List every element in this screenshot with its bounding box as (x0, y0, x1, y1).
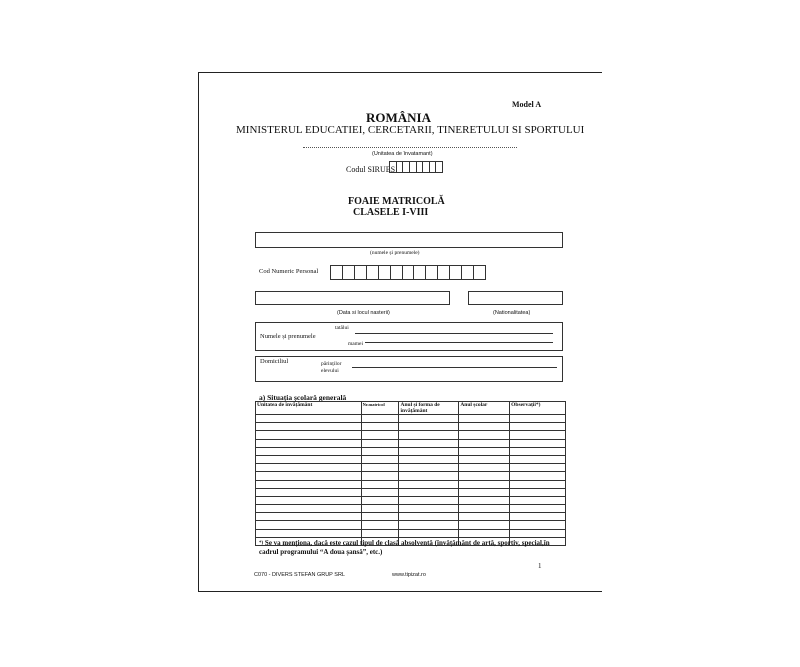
table-row (256, 439, 566, 447)
cnp-digit-box[interactable] (474, 266, 485, 279)
table-cell[interactable] (361, 431, 399, 439)
table-row (256, 505, 566, 513)
unit-caption: (Unitatea de învatamant) (372, 151, 433, 157)
table-cell[interactable] (256, 496, 362, 504)
table-cell[interactable] (459, 472, 510, 480)
table-row (256, 513, 566, 521)
table-cell[interactable] (361, 423, 399, 431)
table-row (256, 472, 566, 480)
table-cell[interactable] (361, 521, 399, 529)
table-cell[interactable] (399, 480, 459, 488)
table-cell[interactable] (459, 480, 510, 488)
table-cell[interactable] (459, 521, 510, 529)
model-label: Model A (512, 100, 542, 109)
table-cell[interactable] (361, 472, 399, 480)
table-cell[interactable] (256, 472, 362, 480)
school-situation-table (255, 401, 566, 546)
col-unit: Unitatea de învățământ (256, 402, 362, 415)
table-cell[interactable] (361, 480, 399, 488)
table-cell[interactable] (361, 505, 399, 513)
country-title: ROMÂNIA (366, 110, 431, 125)
table-cell[interactable] (361, 455, 399, 463)
domicile-box (255, 356, 563, 382)
nationality-caption: (Nationalitatea) (493, 310, 531, 316)
table-cell[interactable] (459, 415, 510, 423)
cnp-digit-box[interactable] (391, 266, 403, 279)
nationality-field[interactable] (468, 291, 563, 305)
table-cell[interactable] (459, 455, 510, 463)
cnp-digit-box[interactable] (450, 266, 462, 279)
table-cell[interactable] (256, 480, 362, 488)
cnp-digit-box[interactable] (414, 266, 426, 279)
table-row (256, 423, 566, 431)
table-cell[interactable] (510, 431, 566, 439)
table-cell[interactable] (510, 455, 566, 463)
table-cell[interactable] (399, 488, 459, 496)
cnp-digit-box[interactable] (355, 266, 367, 279)
table-cell[interactable] (256, 439, 362, 447)
page-number: 1 (538, 562, 542, 570)
cnp-digit-box[interactable] (403, 266, 415, 279)
father-label: tatălui (335, 325, 349, 331)
student-name-field[interactable] (255, 232, 563, 248)
table-cell[interactable] (459, 447, 510, 455)
cnp-boxes[interactable] (330, 265, 486, 280)
table-cell[interactable] (361, 488, 399, 496)
sirues-digit-box[interactable] (410, 162, 417, 172)
table-cell[interactable] (361, 529, 399, 537)
table-cell[interactable] (510, 496, 566, 504)
table-cell[interactable] (510, 415, 566, 423)
table-row (256, 488, 566, 496)
table-cell[interactable] (399, 415, 459, 423)
col-year-form: Anul și forma de învățământ (399, 402, 459, 415)
table-cell[interactable] (361, 496, 399, 504)
table-cell[interactable] (459, 496, 510, 504)
table-cell[interactable] (510, 464, 566, 472)
table-cell[interactable] (361, 415, 399, 423)
table-cell[interactable] (510, 529, 566, 537)
parents-names-label: Numele și prenumele (260, 333, 316, 340)
birth-field[interactable] (255, 291, 450, 305)
sirues-digit-box[interactable] (430, 162, 437, 172)
table-row (256, 480, 566, 488)
table-cell[interactable] (459, 505, 510, 513)
table-cell[interactable] (256, 521, 362, 529)
table-cell[interactable] (399, 513, 459, 521)
cnp-digit-box[interactable] (438, 266, 450, 279)
student-name-caption: (numele și prenumele) (370, 250, 420, 256)
table-row (256, 431, 566, 439)
table-row (256, 447, 566, 455)
table-cell[interactable] (510, 521, 566, 529)
table-cell[interactable] (459, 439, 510, 447)
cnp-digit-box[interactable] (379, 266, 391, 279)
sirues-label: Codul SIRUES (346, 165, 396, 174)
table-cell[interactable] (256, 464, 362, 472)
table-row (256, 455, 566, 463)
parents-domicile-label: părinților (321, 361, 342, 367)
table-cell[interactable] (510, 488, 566, 496)
table-cell[interactable] (459, 513, 510, 521)
table-cell[interactable] (510, 439, 566, 447)
table-cell[interactable] (510, 513, 566, 521)
col-observations: Observații*) (510, 402, 566, 415)
website-label: www.tipizat.ro (392, 572, 426, 578)
table-cell[interactable] (510, 480, 566, 488)
table-row (256, 496, 566, 504)
table-cell[interactable] (361, 439, 399, 447)
table-cell[interactable] (256, 455, 362, 463)
domicile-label: Domiciliul (260, 358, 289, 365)
mother-name-line[interactable] (365, 342, 553, 343)
cnp-digit-box[interactable] (367, 266, 379, 279)
table-cell[interactable] (399, 447, 459, 455)
sirues-digit-box[interactable] (436, 162, 442, 172)
table-cell[interactable] (256, 505, 362, 513)
student-domicile-label: elevului (321, 368, 339, 374)
table-cell[interactable] (459, 529, 510, 537)
cnp-digit-box[interactable] (343, 266, 355, 279)
table-cell[interactable] (399, 455, 459, 463)
table-cell[interactable] (256, 529, 362, 537)
birth-caption: (Data si locul nasterii) (337, 310, 390, 316)
table-row (256, 521, 566, 529)
table-cell[interactable] (361, 513, 399, 521)
document-subtitle: CLASELE I-VIII (353, 207, 429, 218)
table-cell[interactable] (361, 447, 399, 455)
table-cell[interactable] (361, 464, 399, 472)
document-title: FOAIE MATRICOLĂ (348, 196, 445, 207)
situation-section-title: a) Situația școlară generală (259, 393, 347, 402)
cnp-digit-box[interactable] (331, 266, 343, 279)
table-cell[interactable] (256, 431, 362, 439)
mother-label: mamei (348, 341, 363, 347)
table-cell[interactable] (510, 423, 566, 431)
sirues-digit-box[interactable] (397, 162, 404, 172)
table-cell[interactable] (256, 488, 362, 496)
table-cell[interactable] (256, 447, 362, 455)
footnote (259, 539, 559, 557)
table-cell[interactable] (510, 447, 566, 455)
table-cell[interactable] (399, 472, 459, 480)
table-cell[interactable] (459, 431, 510, 439)
table-cell[interactable] (459, 464, 510, 472)
table-row (256, 464, 566, 472)
unit-dotted-line (303, 147, 517, 148)
sirues-code-boxes[interactable] (389, 161, 443, 173)
cnp-label: Cod Numeric Personal (259, 268, 319, 275)
ministry-title: MINISTERUL EDUCATIEI, CERCETARII, TINERETULUI SI SPORTULUI (236, 124, 585, 136)
table-cell[interactable] (256, 423, 362, 431)
cnp-digit-box[interactable] (462, 266, 474, 279)
table-cell[interactable] (459, 488, 510, 496)
table-cell[interactable] (459, 423, 510, 431)
footnote-text: Se va menționa, dacă este cazul tipul de clasă absolventă (învățământ de artă, sportiv, special,în cadrul programului “A doua șansă”, etc.) (259, 539, 550, 556)
table-cell[interactable] (399, 423, 459, 431)
table-row (256, 415, 566, 423)
cnp-digit-box[interactable] (426, 266, 438, 279)
footnote-mark: *) (259, 541, 264, 546)
table-row (256, 529, 566, 537)
sirues-digit-box[interactable] (423, 162, 430, 172)
table-header-row (256, 402, 566, 415)
sirues-digit-box[interactable] (417, 162, 424, 172)
table-cell[interactable] (399, 505, 459, 513)
col-matricol: Nr.matricol (361, 402, 399, 415)
table-cell[interactable] (399, 464, 459, 472)
table-cell[interactable] (399, 496, 459, 504)
table-cell[interactable] (256, 513, 362, 521)
sirues-digit-box[interactable] (390, 162, 397, 172)
col-school-year: Anul școlar (459, 402, 510, 415)
table-cell[interactable] (510, 472, 566, 480)
table-cell[interactable] (256, 415, 362, 423)
table-cell[interactable] (399, 529, 459, 537)
father-name-line[interactable] (355, 333, 553, 334)
sirues-digit-box[interactable] (403, 162, 410, 172)
table-cell[interactable] (510, 505, 566, 513)
table-cell[interactable] (399, 521, 459, 529)
table-cell[interactable] (399, 431, 459, 439)
table-cell[interactable] (399, 439, 459, 447)
publisher-label: C070 - DIVERS STEFAN GRUP SRL (254, 572, 345, 578)
parents-domicile-line[interactable] (352, 367, 557, 368)
